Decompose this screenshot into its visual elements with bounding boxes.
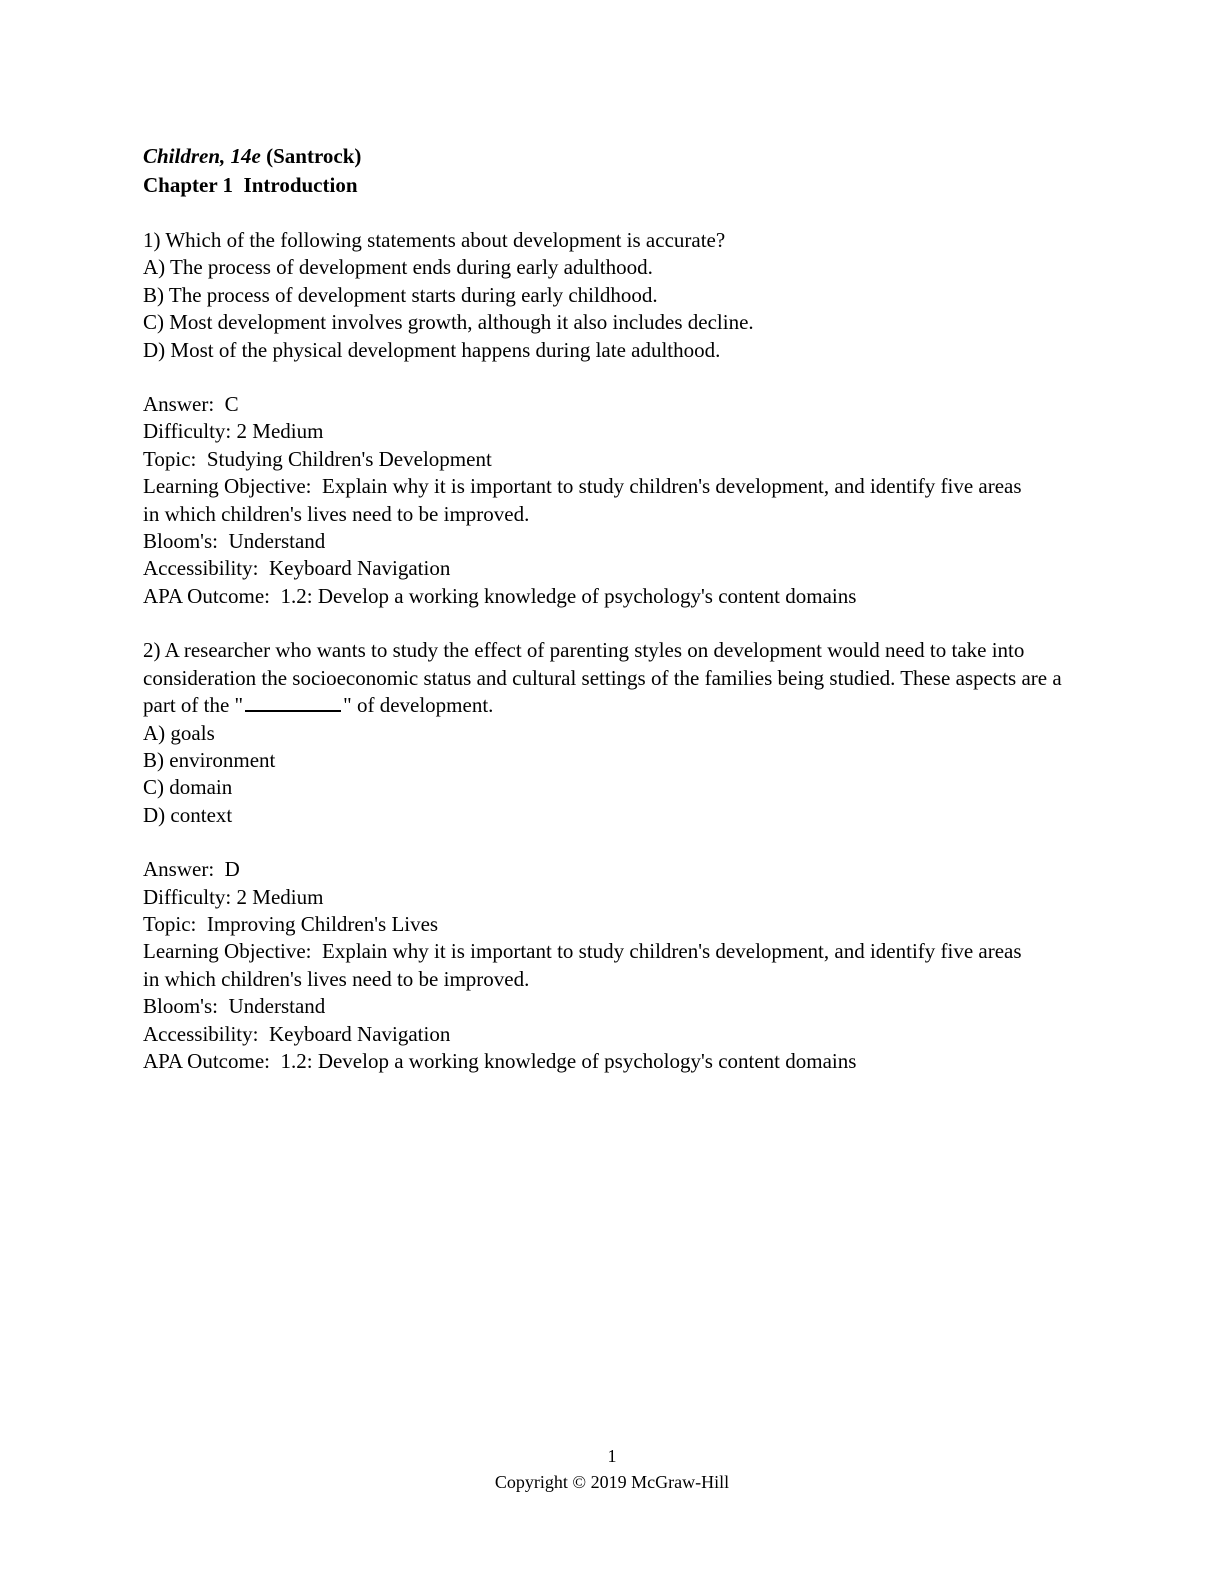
book-author: (Santrock) bbox=[266, 144, 362, 168]
topic: Topic: Improving Children's Lives bbox=[143, 911, 439, 936]
blooms: Bloom's: Understand bbox=[143, 994, 326, 1019]
question-2 bbox=[143, 637, 1083, 1075]
chapter-title: Chapter 1 Introduction bbox=[143, 173, 358, 197]
apa-outcome: APA Outcome: 1.2: Develop a working knowledge of psychology's content domains bbox=[143, 1048, 857, 1073]
difficulty: Difficulty: 2 Medium bbox=[143, 419, 324, 444]
option-a: A) The process of development ends during early adulthood. bbox=[143, 255, 653, 280]
book-title-line bbox=[143, 142, 1083, 171]
question-1 bbox=[143, 227, 1083, 610]
question-stem-after: " of development. bbox=[343, 693, 494, 718]
question-stem: 1) Which of the following statements about development is accurate? bbox=[143, 228, 726, 252]
blooms: Bloom's: Understand bbox=[143, 529, 326, 554]
difficulty: Difficulty: 2 Medium bbox=[143, 884, 324, 909]
document-page bbox=[143, 142, 1083, 1075]
option-c: C) domain bbox=[143, 775, 233, 800]
accessibility: Accessibility: Keyboard Navigation bbox=[143, 556, 451, 581]
answer: Answer: C bbox=[143, 392, 239, 417]
option-d: D) Most of the physical development happens during late adulthood. bbox=[143, 337, 721, 362]
option-a: A) goals bbox=[143, 720, 215, 745]
option-c: C) Most development involves growth, although it also includes decline. bbox=[143, 310, 754, 335]
option-b: B) environment bbox=[143, 747, 276, 772]
topic: Topic: Studying Children's Development bbox=[143, 446, 492, 471]
accessibility: Accessibility: Keyboard Navigation bbox=[143, 1021, 451, 1046]
option-d: D) context bbox=[143, 802, 233, 827]
answer: Answer: D bbox=[143, 857, 240, 882]
fill-in-blank bbox=[245, 692, 341, 712]
question-stem bbox=[143, 637, 1063, 719]
question-stem-before: 2) A researcher who wants to study the effect of parenting styles on development would need to take into consideration the socioeconomic status and cultural settings of the families being studied. These aspects are a part of the " bbox=[143, 638, 1062, 718]
apa-outcome: APA Outcome: 1.2: Develop a working knowledge of psychology's content domains bbox=[143, 583, 857, 608]
page-number: 1 bbox=[607, 1446, 617, 1466]
learning-objective: Learning Objective: Explain why it is important to study children's development, and identify five areas in which children's lives need to be improved. bbox=[143, 939, 1027, 991]
option-b: B) The process of development starts during early childhood. bbox=[143, 282, 658, 307]
book-title: Children, 14e bbox=[143, 144, 261, 168]
copyright-notice: Copyright © 2019 McGraw-Hill bbox=[494, 1472, 730, 1492]
learning-objective: Learning Objective: Explain why it is important to study children's development, and identify five areas in which children's lives need to be improved. bbox=[143, 474, 1027, 526]
